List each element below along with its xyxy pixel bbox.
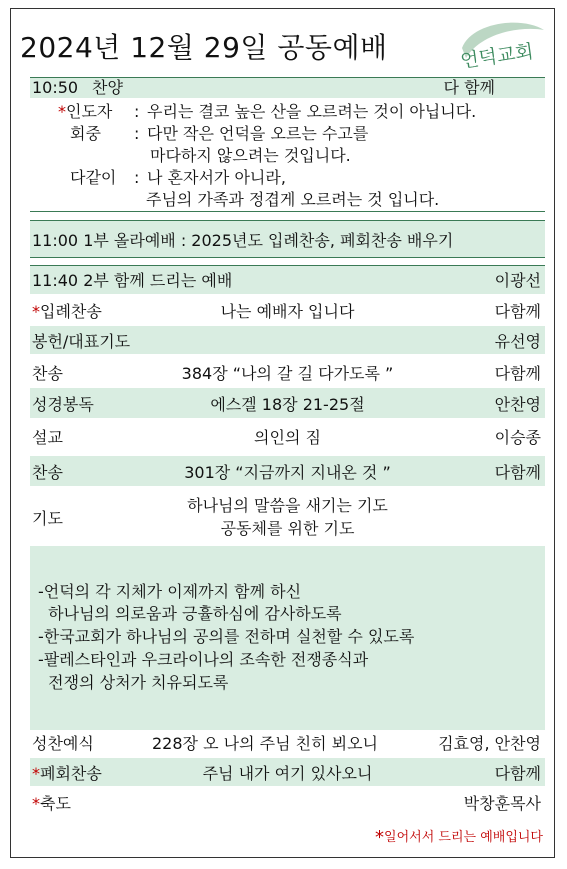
svg-text:언덕교회: 언덕교회 <box>459 40 535 73</box>
praise-time: 10:50 <box>32 78 79 97</box>
praise-line-congregation: 회중 <box>70 124 101 143</box>
praise-text-1: 우리는 결코 높은 산을 오르려는 것이 아닙니다. <box>147 102 477 121</box>
prayer-point: -팔레스타인과 우크라이나의 조속한 전쟁종식과 <box>38 650 369 669</box>
part1-title: 11:00 1부 올라예배 : 2025년도 입례찬송, 폐회찬송 배우기 <box>32 231 454 250</box>
standing-footnote: *일어서서 드리는 예배입니다 <box>375 827 543 848</box>
prayer-point: -한국교회가 하나님의 공의를 전하며 실천할 수 있도록 <box>38 627 415 646</box>
praise-line-leader: *인도자 <box>58 102 113 121</box>
praise-text-3: 마다하지 않으려는 것입니다. <box>150 146 351 165</box>
praise-line-together: 다같이 <box>70 168 117 187</box>
part2-title: 11:40 2부 함께 드리는 예배 <box>32 271 233 290</box>
prayer-point: -언덕의 각 지체가 이제까지 함께 하신 <box>38 582 302 601</box>
praise-by: 다 함께 <box>443 78 495 97</box>
praise-label: 찬양 <box>92 78 123 97</box>
page-title: 2024년 12월 29일 공동예배 <box>20 31 388 64</box>
church-logo <box>452 18 548 74</box>
prayer-point: 전쟁의 상처가 치유되도록 <box>38 673 229 692</box>
prayer-label: 기도 <box>32 509 63 528</box>
praise-text-5: 주님의 가족과 정겹게 오르려는 것 입니다. <box>146 190 440 209</box>
praise-text-4: 나 혼자서가 아니라, <box>147 168 286 187</box>
part2-leader: 이광선 <box>494 271 541 290</box>
praise-text-2: 다만 작은 언덕을 오르는 수고를 <box>147 124 369 143</box>
prayer-point: 하나님의 의로움과 긍휼하심에 감사하도록 <box>38 604 342 623</box>
